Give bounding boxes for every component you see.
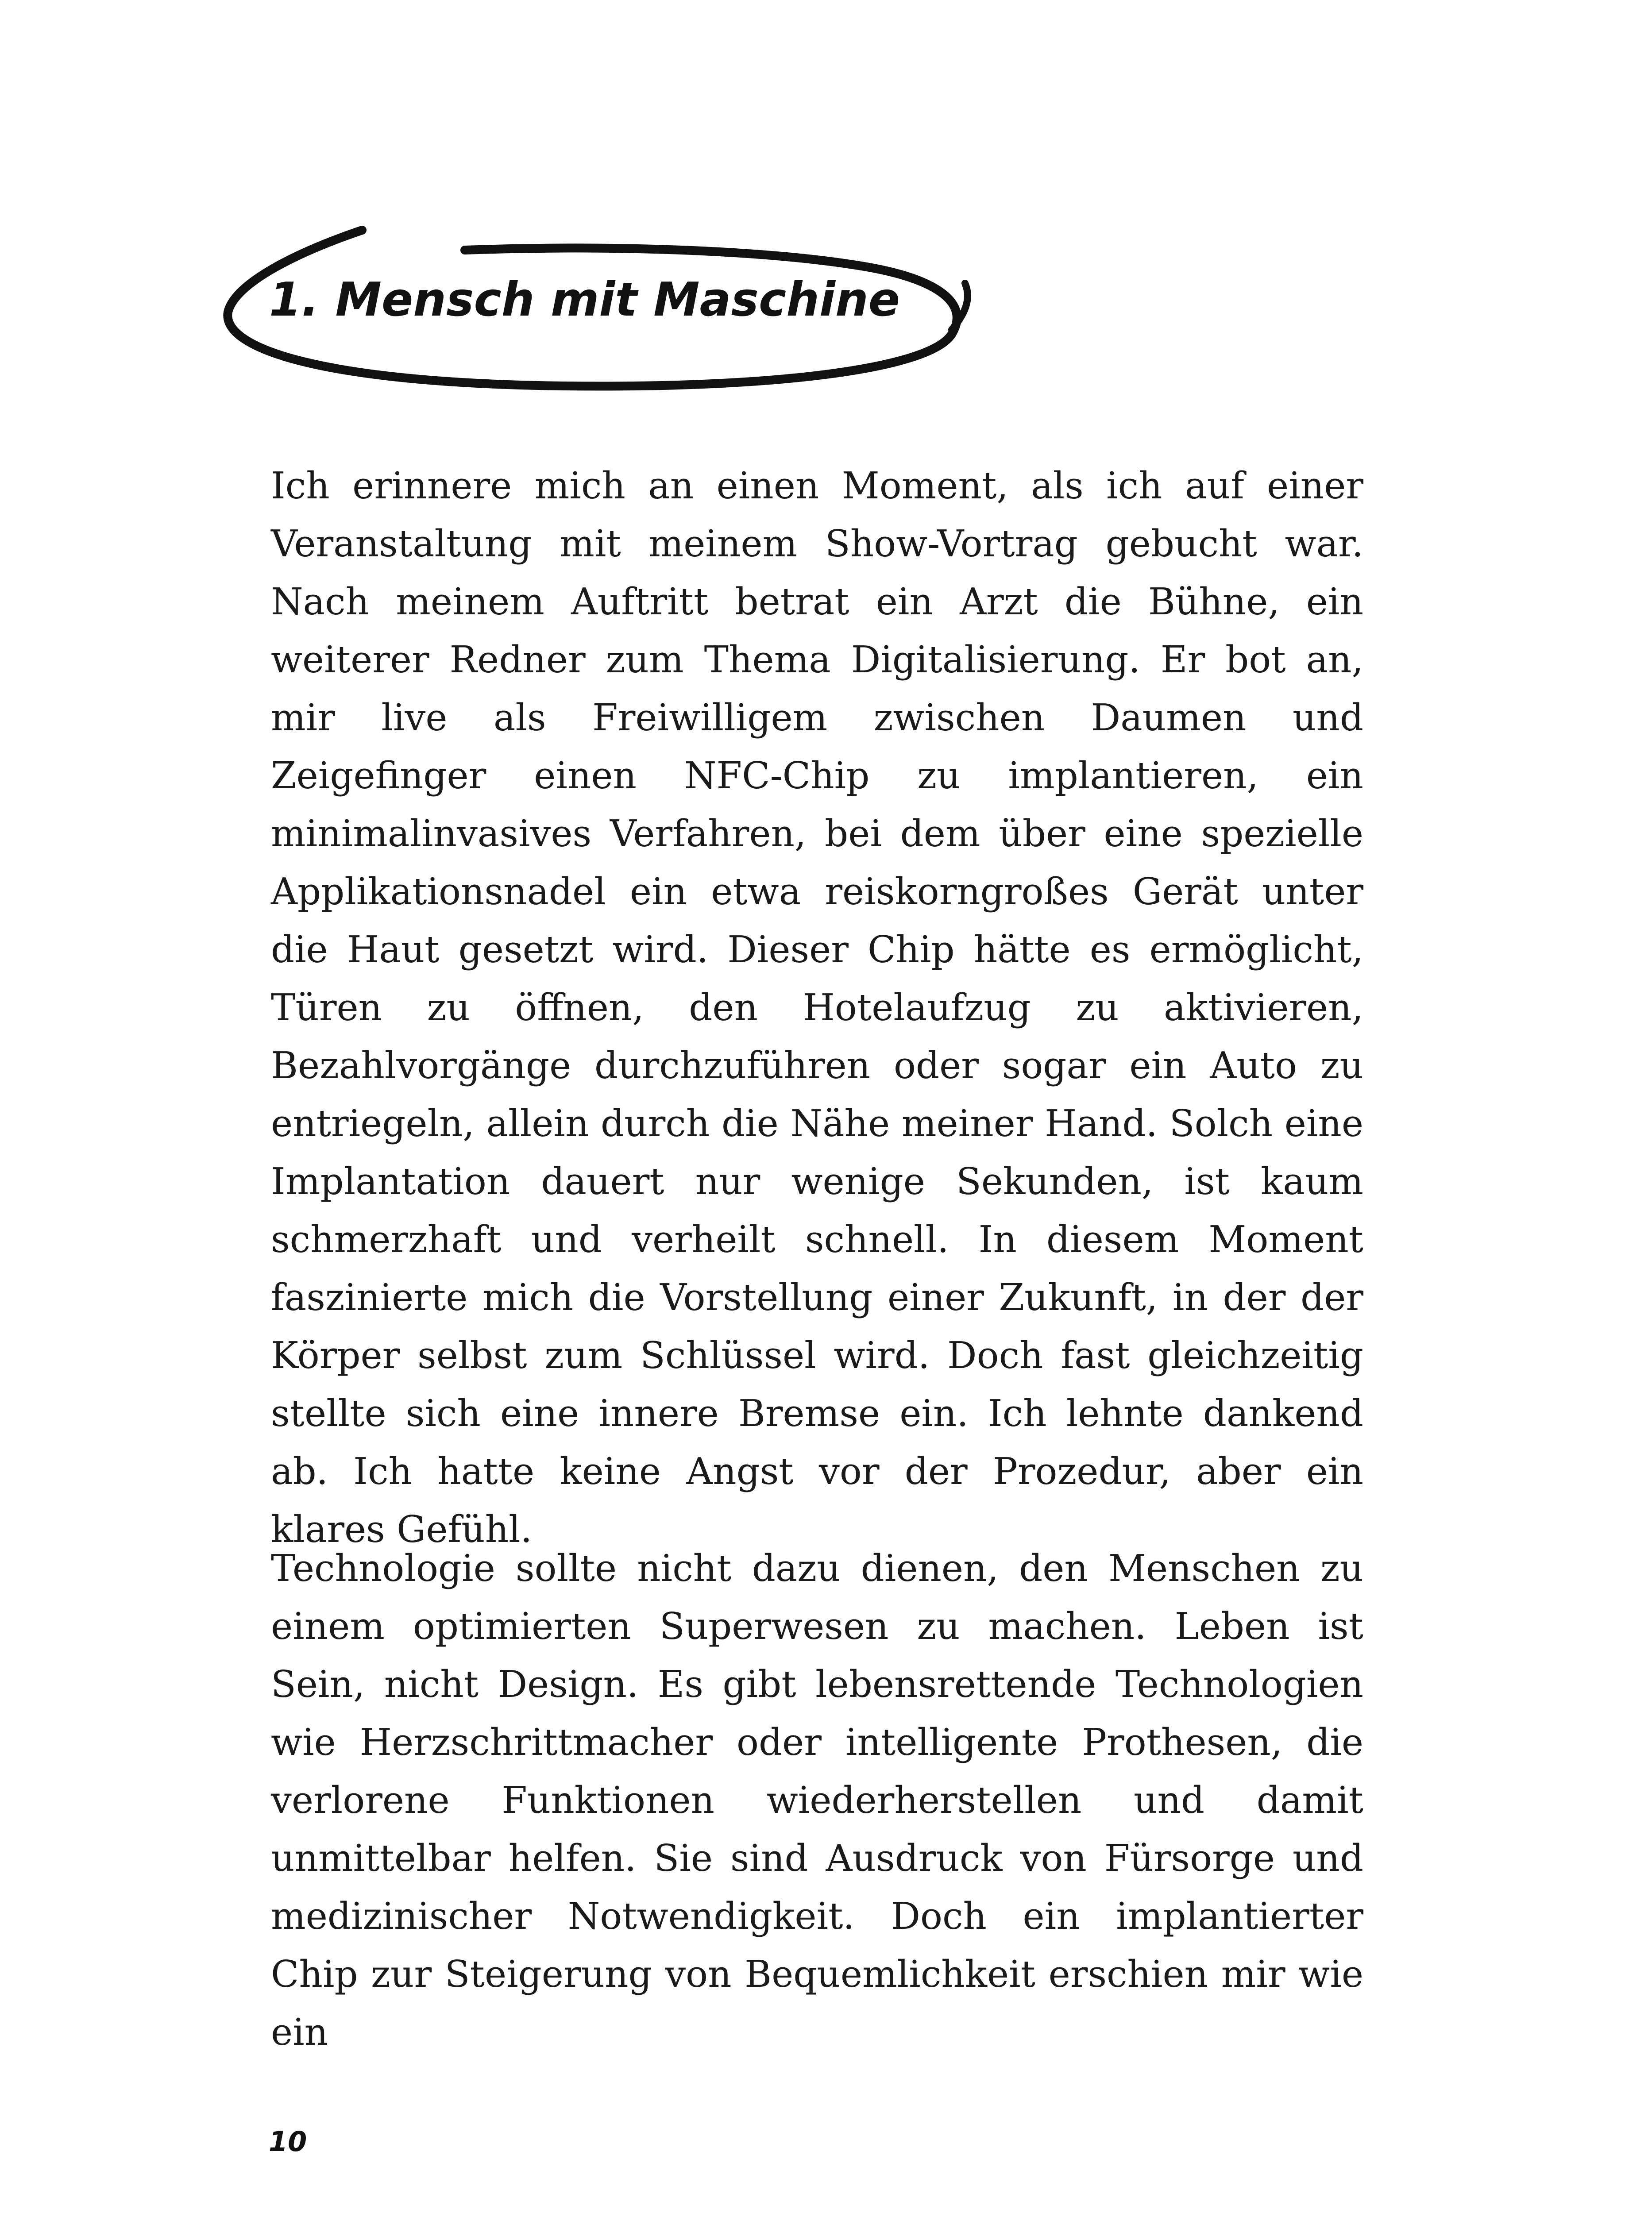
body-paragraph: Ich erinnere mich an einen Moment, als ich auf einer Veranstaltung mit meinem Show-Vortrag gebucht war. Nach meinem Auftritt betrat ein Arzt die Bühne, ein weiterer Redner zum Thema Digitalisierung. Er bot an, mir live als Freiwilligem zwischen Daumen und Zeigefinger einen NFC-Chip zu implantieren, ein minimalinvasives Verfahren, bei dem über eine spezielle Applikationsnadel ein etwa reiskorngroßes Gerät unter die Haut gesetzt wird. Dieser Chip hätte es ermöglicht, Türen zu öffnen, den Hotelaufzug zu aktivieren, Bezahlvorgänge durchzuführen oder sogar ein Auto zu entriegeln, allein durch die Nähe meiner Hand. Solch eine Implantation dauert nur wenige Sekunden, ist kaum schmerzhaft und verheilt schnell. In diesem Moment faszinierte mich die Vorstellung einer Zukunft, in der der Körper selbst zum Schlüssel wird. Doch fast gleichzeitig stellte sich eine innere Bremse ein. Ich lehnte dankend ab. Ich hatte keine Angst vor der Prozedur, aber ein klares Gefühl. (271, 464, 1363, 1551)
body-paragraph: Technologie sollte nicht dazu dienen, den Menschen zu einem optimierten Superwesen zu machen. Leben ist Sein, nicht Design. Es gibt lebensrettende Technologien wie Herzschrittmacher oder intelligente Prothesen, die verlorene Funktionen wiederherstellen und damit unmittelbar helfen. Sie sind Ausdruck von Fürsorge und medizinischer Notwendigkeit. Doch ein implantierter Chip zur Steigerung von Bequemlichkeit erschien mir wie ein (271, 1547, 1363, 2054)
page-number: 10 (269, 2125, 307, 2158)
chapter-title: 1. Mensch mit Maschine (269, 273, 900, 327)
chapter-heading (217, 217, 996, 407)
